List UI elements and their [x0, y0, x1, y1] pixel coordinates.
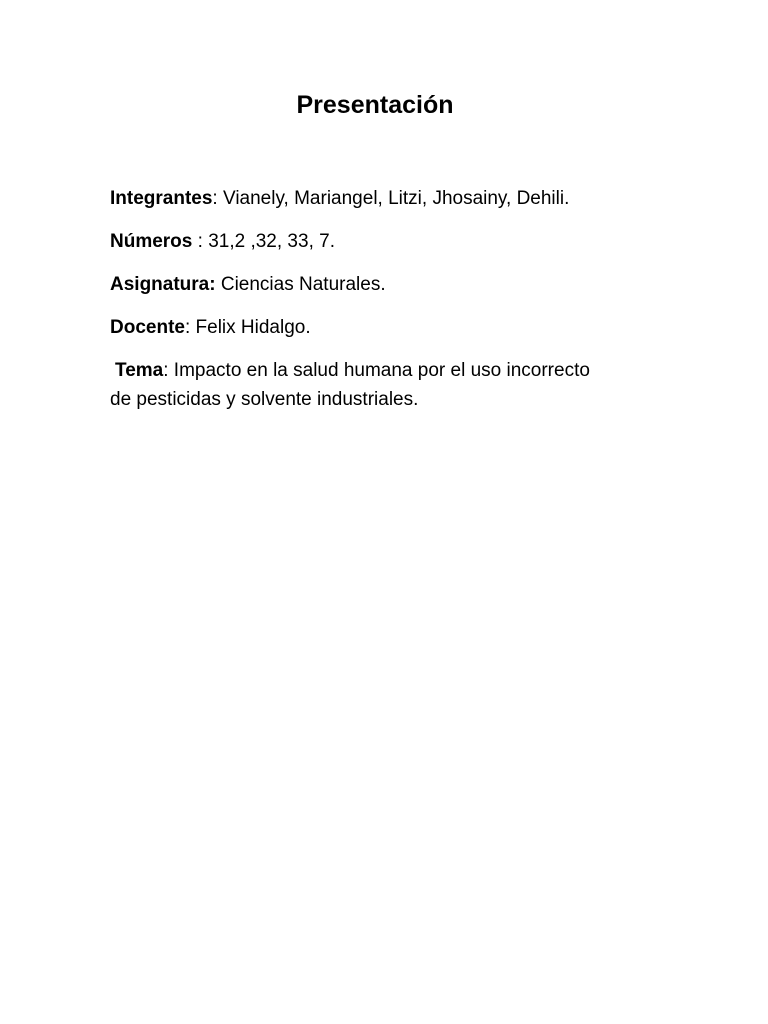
tema-separator: : — [163, 360, 174, 381]
integrantes-separator: : — [212, 188, 223, 209]
docente-value: Felix Hidalgo. — [195, 317, 311, 338]
docente-label: Docente — [110, 317, 185, 338]
integrantes-line — [110, 184, 670, 213]
numeros-separator: : — [192, 231, 209, 252]
asignatura-line — [110, 270, 670, 299]
tema-value-line1: Impacto en la salud humana por el uso incorrecto — [173, 360, 590, 381]
tema-value-line2: de pesticidas y solvente industriales. — [110, 389, 419, 410]
numeros-line — [110, 227, 670, 256]
page-title: Presentación — [296, 91, 454, 119]
tema-label: Tema — [115, 360, 164, 381]
integrantes-label: Integrantes — [110, 188, 213, 209]
tema-line — [110, 356, 670, 414]
docente-separator: : — [184, 317, 196, 338]
document-body — [110, 184, 670, 428]
numeros-label: Números — [110, 231, 193, 252]
numeros-value: 31,2 ,32, 33, 7. — [208, 231, 335, 252]
integrantes-value: Vianely, Mariangel, Litzi, Jhosainy, Dehili. — [222, 188, 570, 209]
asignatura-label: Asignatura: — [110, 274, 216, 295]
docente-line — [110, 313, 670, 342]
asignatura-value: Ciencias Naturales. — [220, 274, 386, 295]
